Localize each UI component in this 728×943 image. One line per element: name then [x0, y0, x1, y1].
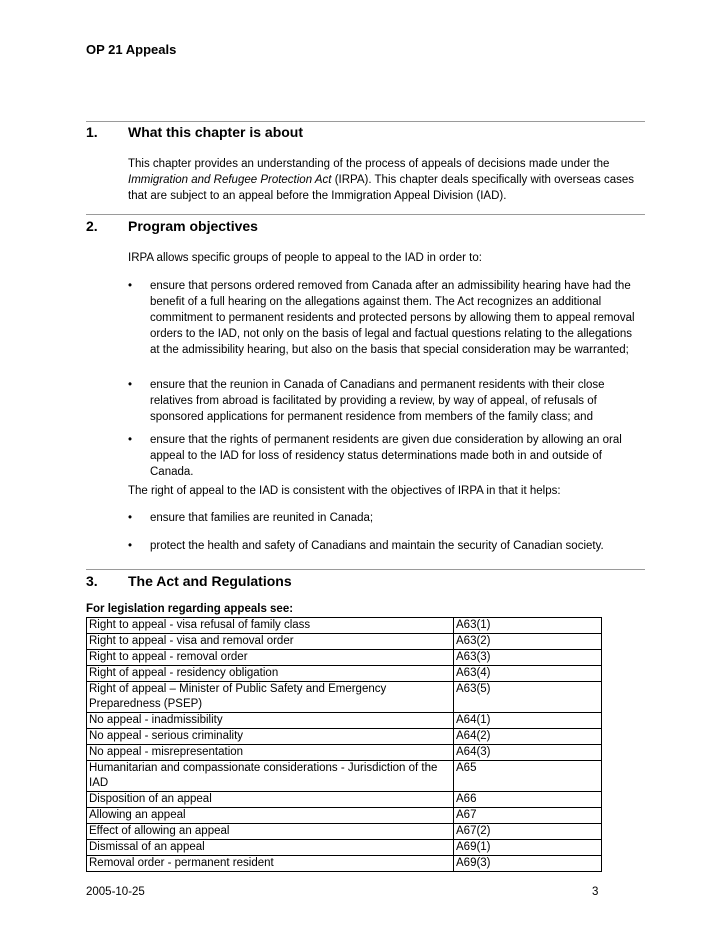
list-item-text: ensure that the reunion in Canada of Canadians and permanent residents with their close relatives from abroad is facilitated by providing a review, by way of appeal, of refusals of sponsored applications for permanent residence from members of the family class; and [150, 379, 605, 423]
section-3-number: 3. [86, 573, 98, 589]
table-row [87, 713, 602, 729]
page-header-title: OP 21 Appeals [86, 42, 177, 57]
footer-page-number: 3 [592, 886, 599, 898]
table-row [87, 824, 602, 840]
bullet-icon: • [128, 540, 133, 552]
provision-cell: Disposition of an appeal [87, 792, 454, 808]
table-row [87, 840, 602, 856]
paragraph-text: This chapter provides an understanding of the process of appeals of decisions made under the [128, 158, 610, 170]
section-divider [86, 214, 645, 215]
table-row [87, 761, 602, 792]
table-row [87, 618, 602, 634]
reference-cell: A63(3) [454, 650, 602, 666]
table-row [87, 682, 602, 713]
provision-cell: Right to appeal - visa refusal of family class [87, 618, 454, 634]
list-item-text: ensure that persons ordered removed from Canada after an admissibility hearing have had the benefit of a full hearing on the allegations against them. The Act recognizes an additional commitment to permanent residents and protected persons by allowing them to appeal removal orders to the IAD, not only on the basis of legal and factual questions relating to the allegations at the admissibility hearing, but also on the basis that special consideration may be warranted; [150, 280, 635, 356]
legislation-table [86, 617, 602, 872]
section-1-title: What this chapter is about [128, 124, 304, 140]
section-2-intro: IRPA allows specific groups of people to appeal to the IAD in order to: [128, 252, 482, 264]
section-divider [86, 121, 645, 122]
reference-cell: A66 [454, 792, 602, 808]
provision-cell: Right of appeal – Minister of Public Safety and Emergency Preparedness (PSEP) [87, 682, 454, 713]
provision-cell: No appeal - inadmissibility [87, 713, 454, 729]
table-row [87, 650, 602, 666]
paragraph-text: (IRPA). This chapter deals specifically with overseas cases that are subject to an appeal before the Immigration Appeal Division (IAD). [128, 174, 635, 202]
reference-cell: A63(4) [454, 666, 602, 682]
act-name: Immigration and Refugee Protection Act [128, 174, 332, 186]
reference-cell: A63(5) [454, 682, 602, 713]
reference-cell: A69(1) [454, 840, 602, 856]
provision-cell: Effect of allowing an appeal [87, 824, 454, 840]
section-2-closing: The right of appeal to the IAD is consistent with the objectives of IRPA in that it helps: [128, 485, 561, 497]
table-caption: For legislation regarding appeals see: [86, 603, 294, 615]
table-row [87, 729, 602, 745]
provision-cell: No appeal - serious criminality [87, 729, 454, 745]
table-row [87, 634, 602, 650]
table-row [87, 666, 602, 682]
section-divider [86, 569, 645, 570]
table-row [87, 792, 602, 808]
provision-cell: Humanitarian and compassionate considerations - Jurisdiction of the IAD [87, 761, 454, 792]
section-2-number: 2. [86, 218, 98, 234]
provision-cell: Allowing an appeal [87, 808, 454, 824]
list-item-text: protect the health and safety of Canadians and maintain the security of Canadian society. [150, 540, 604, 552]
provision-cell: No appeal - misrepresentation [87, 745, 454, 761]
section-2-title: Program objectives [128, 218, 258, 234]
provision-cell: Right to appeal - visa and removal order [87, 634, 454, 650]
section-1-paragraph [128, 156, 644, 204]
bullet-icon: • [128, 434, 133, 446]
reference-cell: A67 [454, 808, 602, 824]
reference-cell: A63(1) [454, 618, 602, 634]
section-3-title: The Act and Regulations [128, 573, 292, 589]
provision-cell: Right to appeal - removal order [87, 650, 454, 666]
table-row [87, 808, 602, 824]
bullet-icon: • [128, 280, 133, 292]
reference-cell: A67(2) [454, 824, 602, 840]
provision-cell: Removal order - permanent resident [87, 856, 454, 872]
reference-cell: A64(3) [454, 745, 602, 761]
reference-cell: A63(2) [454, 634, 602, 650]
table-row [87, 856, 602, 872]
provision-cell: Dismissal of an appeal [87, 840, 454, 856]
section-1-number: 1. [86, 124, 98, 140]
reference-cell: A65 [454, 761, 602, 792]
provision-cell: Right of appeal - residency obligation [87, 666, 454, 682]
list-item-text: ensure that the rights of permanent residents are given due consideration by allowing an oral appeal to the IAD for loss of residency status determinations made both in and outside of Canada. [150, 434, 622, 478]
reference-cell: A69(3) [454, 856, 602, 872]
reference-cell: A64(2) [454, 729, 602, 745]
reference-cell: A64(1) [454, 713, 602, 729]
list-item-text: ensure that families are reunited in Canada; [150, 512, 374, 524]
table-row [87, 745, 602, 761]
footer-date: 2005-10-25 [86, 886, 145, 898]
bullet-icon: • [128, 512, 133, 524]
bullet-icon: • [128, 379, 133, 391]
